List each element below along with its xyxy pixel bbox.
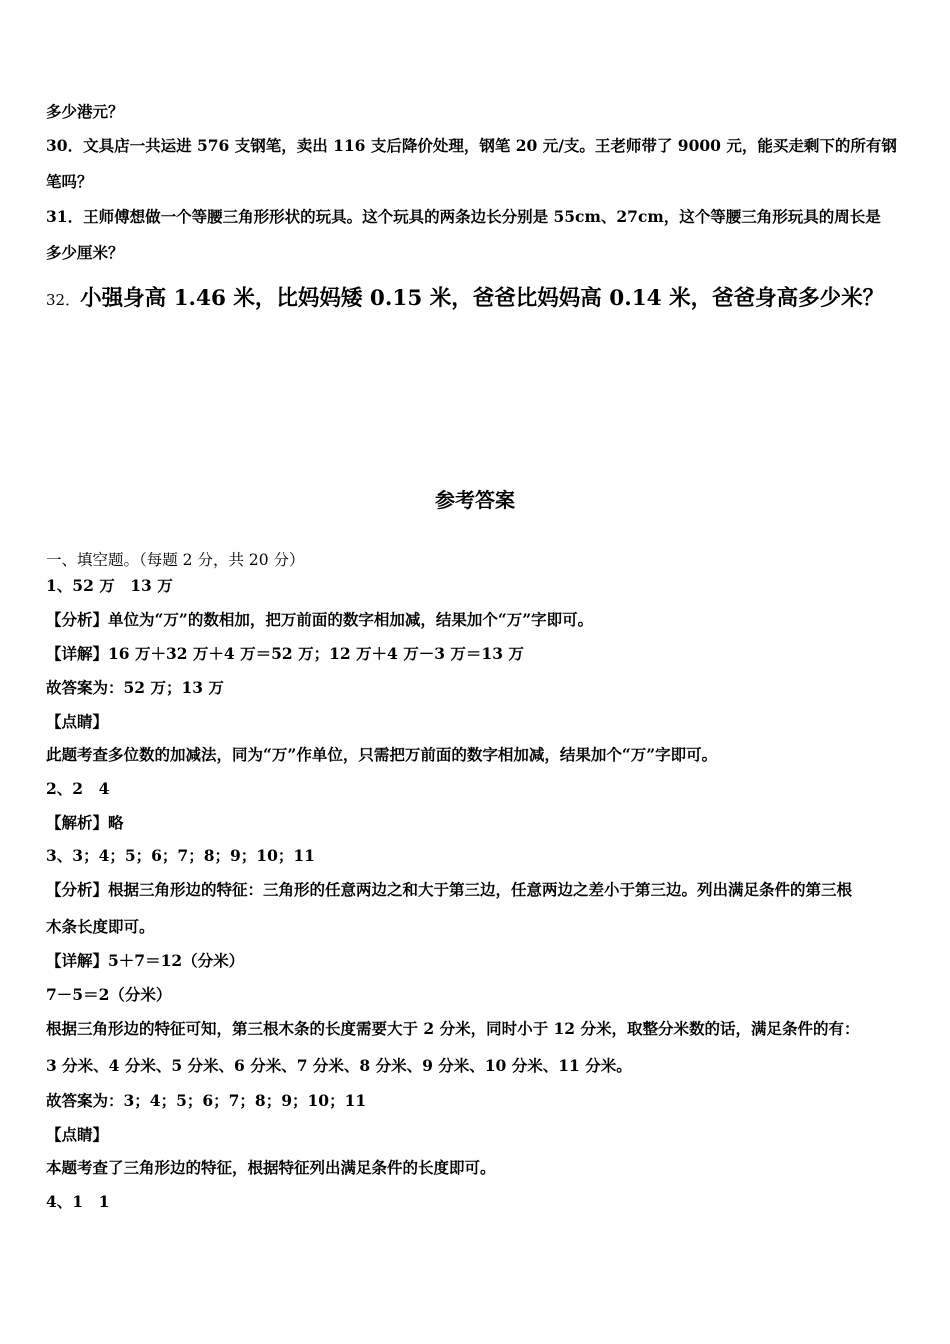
answer-3-detail: 【详解】5＋7＝12（分米） [46, 951, 245, 970]
question-32 [46, 285, 884, 314]
answer-1-remark: 此题考查多位数的加减法，同为“万”作单位，只需把万前面的数字相加减，结果加个“万”字即可。 [46, 745, 718, 764]
answers-title: 参考答案 [435, 488, 515, 512]
answer-3-analysis-line1: 【分析】根据三角形边的特征：三角形的任意两边之和大于第三边，任意两边之差小于第三边。列出满足条件的第三根 [46, 880, 853, 899]
answer-3: 3、3；4；5；6；7；8；9；10；11 [46, 846, 315, 865]
answer-1: 1、52 万 13 万 [46, 576, 173, 595]
answer-3-detail2: 7－5＝2（分米） [46, 985, 172, 1004]
answer-3-detail3: 根据三角形边的特征可知，第三根木条的长度需要大于 2 分米，同时小于 12 分米，取整分米数的话，满足条件的有： [46, 1019, 860, 1038]
answer-4: 4、1 1 [46, 1192, 110, 1211]
answer-3-remark: 本题考查了三角形边的特征，根据特征列出满足条件的长度即可。 [46, 1158, 496, 1177]
question-32-number: 32． [46, 291, 81, 309]
answer-1-final: 故答案为：52 万；13 万 [46, 678, 224, 697]
answer-2-analysis: 【解析】略 [46, 813, 124, 832]
answer-1-detail: 【详解】16 万＋32 万＋4 万＝52 万；12 万＋4 万－3 万＝13 万 [46, 644, 524, 663]
question-32-text: 小强身高 1.46 米，比妈妈矮 0.15 米，爸爸比妈妈高 0.14 米，爸爸身高多少米？ [80, 286, 885, 311]
answer-3-analysis-line2: 木条长度即可。 [46, 917, 155, 936]
section-1-heading: 一、填空题。（每题 2 分，共 20 分） [46, 551, 305, 569]
answer-2: 2、2 4 [46, 779, 110, 798]
answer-3-final: 故答案为：3；4；5；6；7；8；9；10；11 [46, 1091, 367, 1110]
question-31-line2: 多少厘米？ [46, 243, 124, 262]
question-31-line1: 31．王师傅想做一个等腰三角形形状的玩具。这个玩具的两条边长分别是 55cm、27cm，这个等腰三角形玩具的周长是 [46, 207, 881, 226]
answer-3-remark-label: 【点睛】 [46, 1125, 109, 1144]
answer-3-detail4: 3 分米、4 分米、5 分米、6 分米、7 分米、8 分米、9 分米、10 分米、11 分米。 [46, 1056, 632, 1075]
answer-1-remark-label: 【点睛】 [46, 712, 109, 731]
question-30-line1: 30．文具店一共运进 576 支钢笔，卖出 116 支后降价处理，钢笔 20 元/支。王老师带了 9000 元，能买走剩下的所有钢 [46, 136, 897, 155]
question-30-line2: 笔吗？ [46, 172, 93, 191]
answer-1-analysis: 【分析】单位为“万”的数相加，把万前面的数字相加减，结果加个“万”字即可。 [46, 610, 594, 629]
question-29-tail: 多少港元？ [46, 102, 124, 121]
